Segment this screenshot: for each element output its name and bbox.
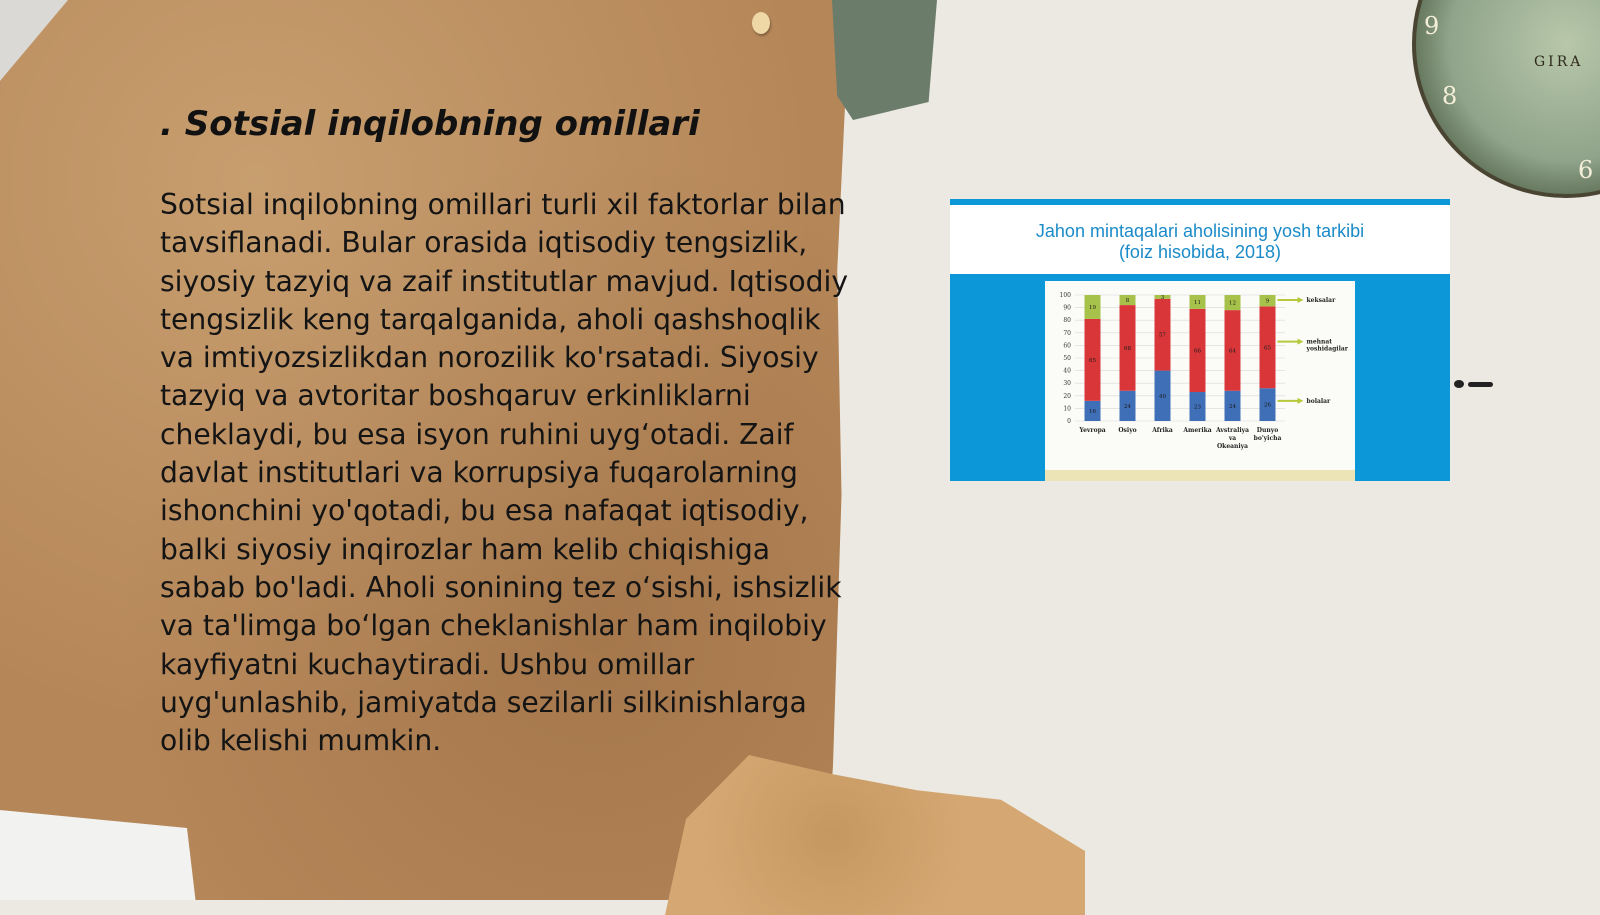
segment-value-label: 19 xyxy=(1089,304,1096,311)
chart-figure xyxy=(950,199,1450,481)
y-tick-label: 90 xyxy=(1063,304,1071,312)
segment-value-label: 26 xyxy=(1264,402,1271,409)
y-tick-label: 30 xyxy=(1063,380,1071,388)
x-category-label: Amerika xyxy=(1183,427,1212,434)
segment-value-label: 40 xyxy=(1159,393,1166,400)
segment-value-label: 65 xyxy=(1089,357,1096,364)
x-category-label: Yevropa xyxy=(1079,427,1106,434)
x-category-label: Avstraliya va Okeaniya xyxy=(1215,427,1250,450)
stacked-bar-chart xyxy=(1045,281,1355,476)
segment-value-label: 24 xyxy=(1124,403,1131,410)
green-tape-decoration xyxy=(832,0,937,120)
legend-label: bolalar xyxy=(1306,397,1331,405)
chart-title xyxy=(950,221,1450,263)
x-category-label: Dunyo bo'yicha xyxy=(1253,427,1282,442)
y-tick-label: 10 xyxy=(1063,405,1071,413)
pin-decoration xyxy=(752,12,770,34)
legend-arrow-head xyxy=(1298,339,1304,345)
y-tick-label: 70 xyxy=(1063,329,1071,337)
segment-value-label: 66 xyxy=(1194,348,1201,355)
segment-value-label: 65 xyxy=(1264,345,1271,352)
x-category-label: Afrika xyxy=(1152,427,1173,434)
segment-value-label: 24 xyxy=(1229,403,1236,410)
y-tick-label: 80 xyxy=(1063,317,1071,325)
segment-value-label: 57 xyxy=(1159,332,1166,339)
torn-paper-scrap xyxy=(665,755,1085,915)
chart-figure-header xyxy=(950,199,1450,274)
x-category-label: Osiyo xyxy=(1118,427,1137,434)
legend-label: keksalar xyxy=(1306,297,1336,305)
legend-arrow-head xyxy=(1298,398,1304,404)
segment-value-label: 16 xyxy=(1089,408,1096,415)
y-tick-label: 20 xyxy=(1063,392,1071,400)
y-tick-label: 100 xyxy=(1059,292,1071,299)
slide-body-text: Sotsial inqilobning omillari turli xil faktorlar bilan tavsiflanadi. Bular orasida iqtisodiy tengsizlik, siyosiy tazyiq va zaif institutlar mavjud. Iqtisodiy tengsizlik keng tarqalganida, aholi qashshoqlik va imtiyozsizlikdan norozilik ko'rsatadi. Siyosiy tazyiq va avtoritar boshqaruv erkinliklarni cheklaydi, bu esa isyon ruhini uyg‘otadi. Zaif davlat institutlari va korrupsiya fuqarolarning ishonchini yo'qotadi, bu esa nafaqat iqtisodiy, balki siyosiy inqirozlar ham kelib chiqishiga sabab bo'ladi. Aholi sonining tez o‘sishi, ishsizlik va ta'limga bo‘lgan cheklanishlar ham inqilobiy kayfiyatni kuchaytiradi. Ushbu omillar uyg'unlashib, jamiyatda sezilarli silkinishlarga olib kelishi mumkin. xyxy=(160,188,849,758)
y-tick-label: 0 xyxy=(1067,418,1071,425)
clock-brand-text: GIRA xyxy=(1534,54,1584,70)
y-tick-label: 40 xyxy=(1063,367,1071,375)
segment-value-label: 3 xyxy=(1160,294,1165,301)
y-tick-label: 50 xyxy=(1063,355,1071,362)
segment-value-label: 12 xyxy=(1229,300,1236,307)
vintage-clock-decoration xyxy=(1412,0,1600,198)
chart-title-line: Jahon mintaqalari aholisining yosh tarkibi xyxy=(1035,221,1365,241)
slide-title: . Sotsial inqilobning omillari xyxy=(160,104,700,144)
clock-number: 6 xyxy=(1578,156,1594,184)
y-tick-label: 60 xyxy=(1063,342,1071,350)
segment-value-label: 68 xyxy=(1124,345,1131,352)
legend-label: mehnat yoshidagilar xyxy=(1306,338,1348,353)
clock-number: 8 xyxy=(1442,82,1458,110)
segment-value-label: 11 xyxy=(1194,299,1201,306)
clock-number: 9 xyxy=(1424,12,1440,40)
segment-value-label: 8 xyxy=(1125,298,1130,305)
arrow-ink-mark xyxy=(1453,379,1493,389)
segment-value-label: 23 xyxy=(1194,404,1201,411)
chart-image-area xyxy=(1045,281,1355,476)
chart-title-line: (foiz hisobida, 2018) xyxy=(1118,242,1282,262)
segment-value-label: 9 xyxy=(1265,298,1270,305)
segment-value-label: 64 xyxy=(1229,348,1236,355)
legend-arrow-head xyxy=(1298,297,1304,303)
chart-bottom-strip xyxy=(1045,470,1355,481)
